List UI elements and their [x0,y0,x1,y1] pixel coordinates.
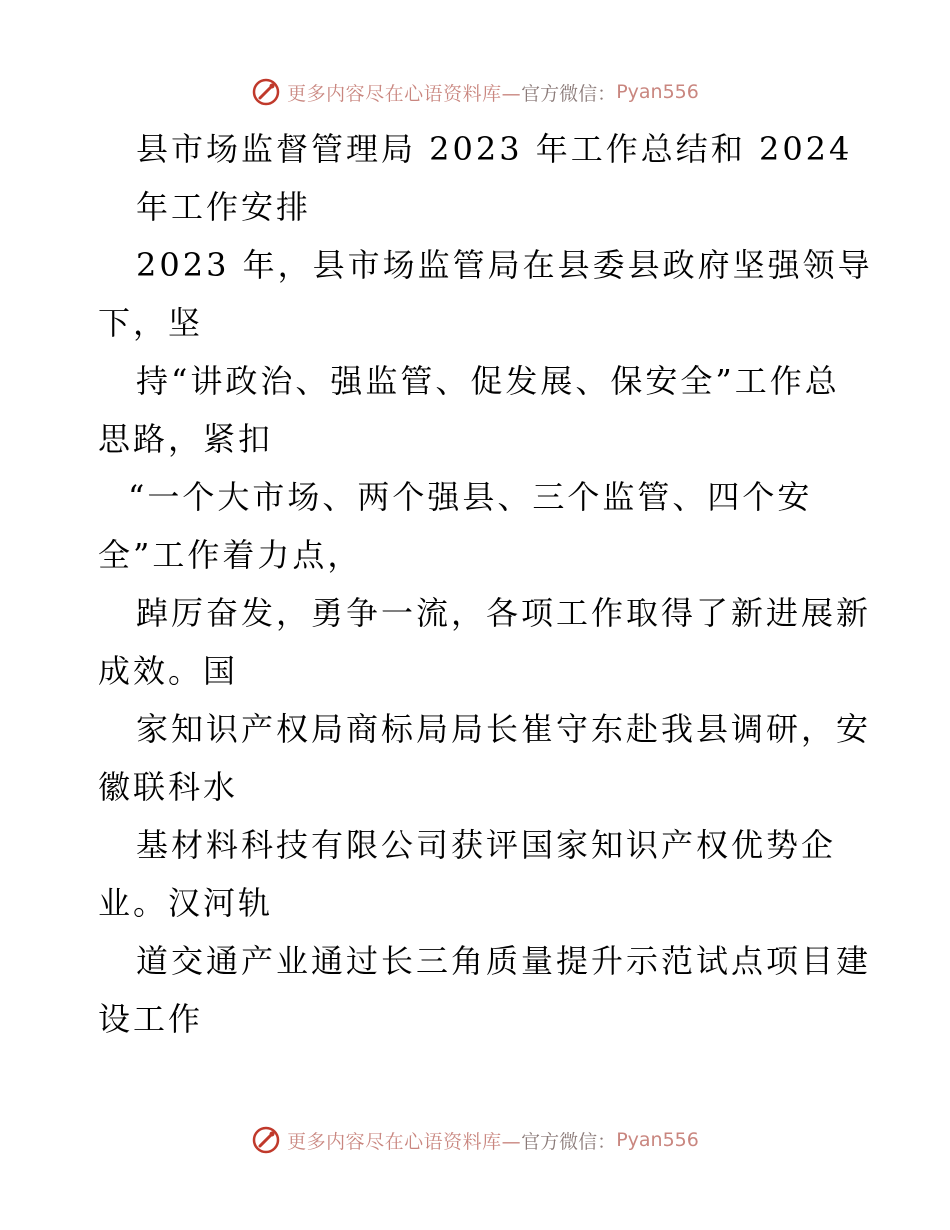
watermark-banner-top [0,72,950,112]
doc-text-line: 家知识产权局商标局局长崔守东赴我县调研，安 [136,710,872,748]
watermark-wechat-label: 官方微信： [521,1130,617,1153]
watermark-wechat-id: Pyan556 [616,1129,699,1151]
doc-text-line: 全”工作着力点， [98,536,363,574]
doc-text-line: 思路，紧扣 [98,420,274,458]
doc-text-line: 下，坚 [98,304,204,342]
doc-text-line: 基材料科技有限公司获评国家知识产权优势企 [136,826,837,864]
watermark-wechat-label: 官方微信： [521,82,617,105]
watermark-banner-bottom [0,1120,950,1160]
document-body [98,120,873,1048]
watermark-wechat-id: Pyan556 [616,81,699,103]
doc-title-line-1: 县市场监督管理局 2023 年工作总结和 2024 [136,130,853,168]
watermark-text: 更多内容尽在心语资料库— [287,82,522,105]
doc-text-line: 踔厉奋发，勇争一流，各项工作取得了新进展新 [136,594,872,632]
doc-text-line: 2023 年，县市场监管局在县委县政府坚强领导 [136,246,873,284]
doc-text-line: 持“讲政治、强监管、促发展、保安全”工作总 [136,362,840,400]
doc-text-line: 道交通产业通过长三角质量提升示范试点项目建 [136,942,872,980]
doc-text-line: 成效。国 [98,652,239,690]
doc-text-line: “一个大市场、两个强县、三个监管、四个安 [128,478,813,516]
watermark-text: 更多内容尽在心语资料库— [287,1130,522,1153]
logo-icon [251,77,281,107]
doc-title-line-2: 年工作安排 [136,188,312,226]
logo-icon [251,1125,281,1155]
doc-text-line: 徽联科水 [98,768,239,806]
doc-text-line: 设工作 [98,1000,204,1038]
doc-text-line: 业。汉河轨 [98,884,274,922]
